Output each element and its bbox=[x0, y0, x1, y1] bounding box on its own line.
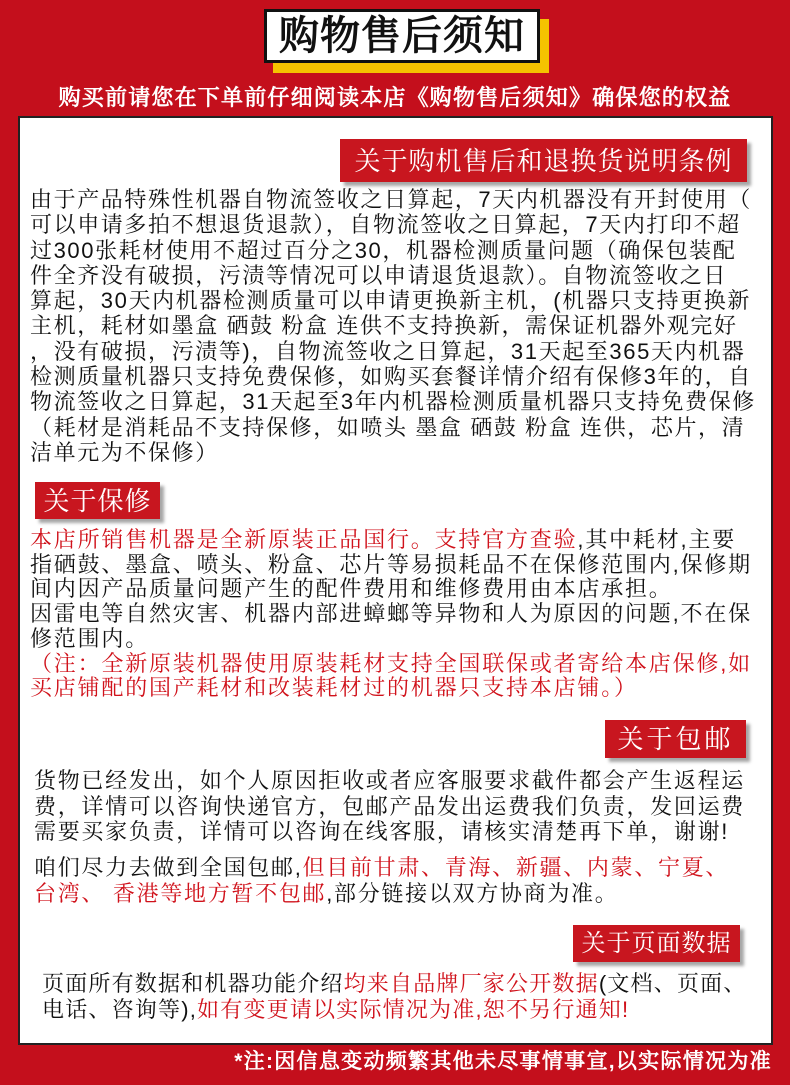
text-line bbox=[34, 794, 745, 820]
section-label-page-data: 关于页面数据 bbox=[573, 925, 740, 962]
text-line bbox=[30, 627, 752, 652]
text-line bbox=[30, 553, 752, 578]
text-line: 件全齐没有破损，污渍等情况可以申请退货退款）。自物流签收之日 bbox=[30, 262, 728, 288]
page-data-text bbox=[42, 971, 747, 1023]
text-line bbox=[42, 997, 747, 1023]
text-segment: 但目前甘肃、青海、新疆、内蒙、宁夏、 bbox=[302, 855, 730, 880]
text-segment: 均来自品牌厂家公开数据 bbox=[343, 971, 599, 996]
free-shipping-text bbox=[34, 768, 745, 845]
text-segment: 需要买家负责，详情可以咨询在线客服，请核实清楚再下单，谢谢! bbox=[34, 819, 730, 844]
text-line: 可以申请多拍不想退货退款），自物流签收之日算起，7天内打印不超 bbox=[30, 212, 741, 238]
text-segment: 咱们尽力去做到全国包邮, bbox=[34, 855, 303, 880]
text-line: 主机，耗材如墨盒 硒鼓 粉盒 连供不支持换新，需保证机器外观完好 bbox=[30, 313, 738, 339]
content-panel bbox=[20, 118, 771, 1043]
text-segment: ,部分链接以双方协商为准。 bbox=[326, 880, 619, 906]
footer-note: *注:因信息变动频繁其他未尽事情事宣,以实际情况为准 bbox=[234, 1050, 772, 1073]
text-line bbox=[42, 971, 747, 997]
text-line: （耗材是消耗品不支持保修，如喷头 墨盒 硒鼓 粉盒 连供，芯片，清 bbox=[30, 414, 746, 440]
text-segment: 费，详情可以咨询快递官方，包邮产品发出运费我们负责，发回运费 bbox=[34, 793, 746, 819]
text-line: 过300张耗材使用不超过百分之30，机器检测质量问题（确保包装配 bbox=[30, 237, 737, 263]
text-line bbox=[34, 768, 745, 794]
text-line bbox=[34, 881, 729, 907]
text-line: ，没有破损，污渍等)，自物流签收之日算起，31天起至365天内机器 bbox=[30, 338, 746, 364]
text-segment: 间内因产品质量问题产生的配件费用和维修费用由本店承担。 bbox=[30, 576, 673, 602]
text-segment: （注：全新原装机器使用原装耗材支持全国联保或者寄给本店保修,如 bbox=[30, 650, 752, 676]
text-line bbox=[30, 652, 752, 677]
page-subtitle: 购买前请您在下单前仔细阅读本店《购物售后须知》确保您的权益 bbox=[58, 85, 732, 110]
text-segment: ,其中耗材,主要 bbox=[577, 527, 737, 552]
text-segment: 台湾、 香港等地方暂不包邮 bbox=[34, 880, 327, 906]
text-segment: 指硒鼓、墨盒、喷头、粉盒、芯片等易损耗品不在保修范围内,保修期 bbox=[30, 551, 752, 577]
text-line bbox=[30, 602, 752, 627]
text-line: 检测质量机器只支持免费保修，如购买套餐详情介绍有保修3年的，自 bbox=[30, 364, 752, 390]
warranty-text bbox=[30, 528, 752, 701]
returns-policy-text bbox=[30, 187, 756, 465]
text-segment: 页面所有数据和机器功能介绍 bbox=[42, 971, 344, 996]
text-line bbox=[34, 819, 745, 845]
text-line bbox=[30, 528, 752, 553]
section-label-returns-policy: 关于购机售后和退换货说明条例 bbox=[340, 139, 747, 182]
text-segment: 电话、咨询等), bbox=[42, 997, 198, 1022]
text-segment: 如有变更请以实际情况为准,恕不另行通知! bbox=[197, 997, 630, 1022]
text-line: 由于产品特殊性机器自物流签收之日算起，7天内机器没有开封使用（ bbox=[30, 187, 752, 212]
text-line: 物流签收之日算起，31天起至3年内机器检测质量机器只支持免费保修 bbox=[30, 389, 756, 415]
text-line: 洁单元为不保修） bbox=[30, 439, 219, 465]
text-segment: 买店铺配的国产耗材和改装耗材过的机器只支持本店铺。） bbox=[30, 675, 638, 701]
text-line bbox=[34, 855, 729, 881]
text-segment: 因雷电等自然灾害、机器内部进蟑螂等异物和人为原因的问题,不在保 bbox=[30, 601, 752, 627]
title-banner bbox=[264, 9, 540, 63]
section-label-warranty: 关于保修 bbox=[35, 482, 160, 519]
text-line bbox=[30, 577, 752, 602]
page-title: 购物售后须知 bbox=[279, 14, 525, 58]
text-segment: (文档、页面、 bbox=[598, 971, 747, 996]
text-line: 算起，30天内机器检测质量可以申请更换新主机，(机器只支持更换新 bbox=[30, 288, 751, 314]
text-segment: 修范围内。 bbox=[30, 625, 150, 651]
text-segment: 货物已经发出，如个人原因拒收或者应客服要求截件都会产生返程运 bbox=[34, 768, 746, 793]
shipping-regions-text bbox=[34, 855, 729, 906]
text-line bbox=[30, 676, 752, 701]
text-segment: 本店所销售机器是全新原装正品国行。支持官方查验 bbox=[30, 527, 578, 552]
section-label-free-shipping: 关于包邮 bbox=[605, 720, 746, 758]
